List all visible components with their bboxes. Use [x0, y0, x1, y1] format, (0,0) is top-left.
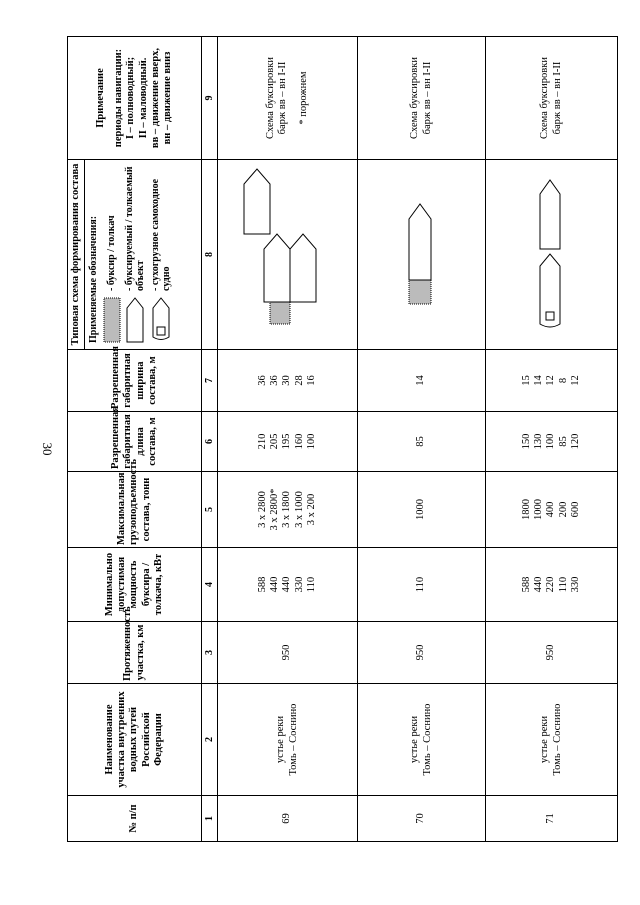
row-scheme	[218, 160, 358, 350]
row-note: Схема буксировки барж вв – вн I-II	[486, 37, 618, 160]
row-capacity: 3 х 2800 3 х 2800* 3 х 1800 3 х 1000 3 х 200	[218, 472, 358, 548]
scheme-diagram-69	[240, 165, 330, 345]
row-section: устье реки Томь – Соснино	[358, 684, 486, 796]
row-glength: 210 205 195 160 100	[218, 412, 358, 472]
row-section: устье реки Томь – Соснино	[218, 684, 358, 796]
table-row	[218, 37, 358, 842]
header-note	[68, 37, 202, 160]
selfprop-legend-icon	[152, 297, 170, 343]
table-row	[486, 37, 618, 842]
row-length: 950	[486, 622, 618, 684]
scheme-diagram-71	[519, 165, 579, 345]
col-number: 1	[202, 796, 218, 842]
row-glength: 150 130 100 85 120	[486, 412, 618, 472]
header-scheme	[68, 160, 202, 350]
row-scheme	[486, 160, 618, 350]
col-number: 3	[202, 622, 218, 684]
scheme-diagram-70	[389, 165, 449, 345]
header-gwidth: Разрешенная габаритная ширина состава, м	[68, 350, 202, 412]
tug-legend-icon	[103, 297, 121, 343]
col-number: 6	[202, 412, 218, 472]
row-power: 110	[358, 548, 486, 622]
legend-selfprop: - сухогрузное самоходное судно	[149, 178, 173, 291]
header-row	[68, 37, 202, 842]
header-length: Протяженность участка, км	[68, 622, 202, 684]
row-note: Схема буксировки барж вв – вн I-II	[358, 37, 486, 160]
col-number: 5	[202, 472, 218, 548]
row-length: 950	[358, 622, 486, 684]
row-note: Схема буксировки барж вв – вн I-II * порожнем	[218, 37, 358, 160]
note-periods: периоды навигации: I – полноводный; II – маловодный. вв – движение вверх, вн – движение вниз	[113, 47, 173, 149]
row-glength: 85	[358, 412, 486, 472]
navigation-table	[67, 36, 618, 842]
col-number: 4	[202, 548, 218, 622]
scheme-title: Типовая схема формирования состава	[68, 160, 85, 349]
header-glength: Разрешенная габаритная длина состава, м	[68, 412, 202, 472]
col-number: 9	[202, 37, 218, 160]
col-number: 2	[202, 684, 218, 796]
row-gwidth: 15 14 12 8 12	[486, 350, 618, 412]
row-power: 588 440 440 330 110	[218, 548, 358, 622]
row-num: 71	[486, 796, 618, 842]
row-section: устье реки Томь – Соснино	[486, 684, 618, 796]
row-num: 70	[358, 796, 486, 842]
col-number: 8	[202, 160, 218, 350]
row-scheme	[358, 160, 486, 350]
header-num: № п/п	[68, 796, 202, 842]
table-row	[358, 37, 486, 842]
header-capacity: Максимальная грузоподъемность состава, тонн	[68, 472, 202, 548]
row-capacity: 1800 1000 400 200 600	[486, 472, 618, 548]
page-number: 30	[40, 442, 55, 456]
row-num: 69	[218, 796, 358, 842]
row-length: 950	[218, 622, 358, 684]
header-power: Минимально допустимая мощность буксира / толкача, кВт	[68, 548, 202, 622]
legend-tug: - буксир / толкач	[105, 215, 117, 291]
barge-legend-icon	[126, 297, 144, 343]
row-capacity: 1000	[358, 472, 486, 548]
legend-barge: - буксируемый / толкаемый объект	[123, 166, 147, 291]
rotated-table-container	[67, 37, 612, 842]
header-section: Наименование участка внутренних водных путей Российской Федерации	[68, 684, 202, 796]
row-gwidth: 36 36 30 28 16	[218, 350, 358, 412]
row-gwidth: 14	[358, 350, 486, 412]
row-power: 588 440 220 110 330	[486, 548, 618, 622]
note-title: Примечание	[95, 68, 107, 128]
col-number: 7	[202, 350, 218, 412]
legend-title: Применяемые обозначения:	[88, 215, 100, 343]
row-note-extra: * порожнем	[297, 71, 309, 125]
column-number-row	[202, 37, 218, 842]
